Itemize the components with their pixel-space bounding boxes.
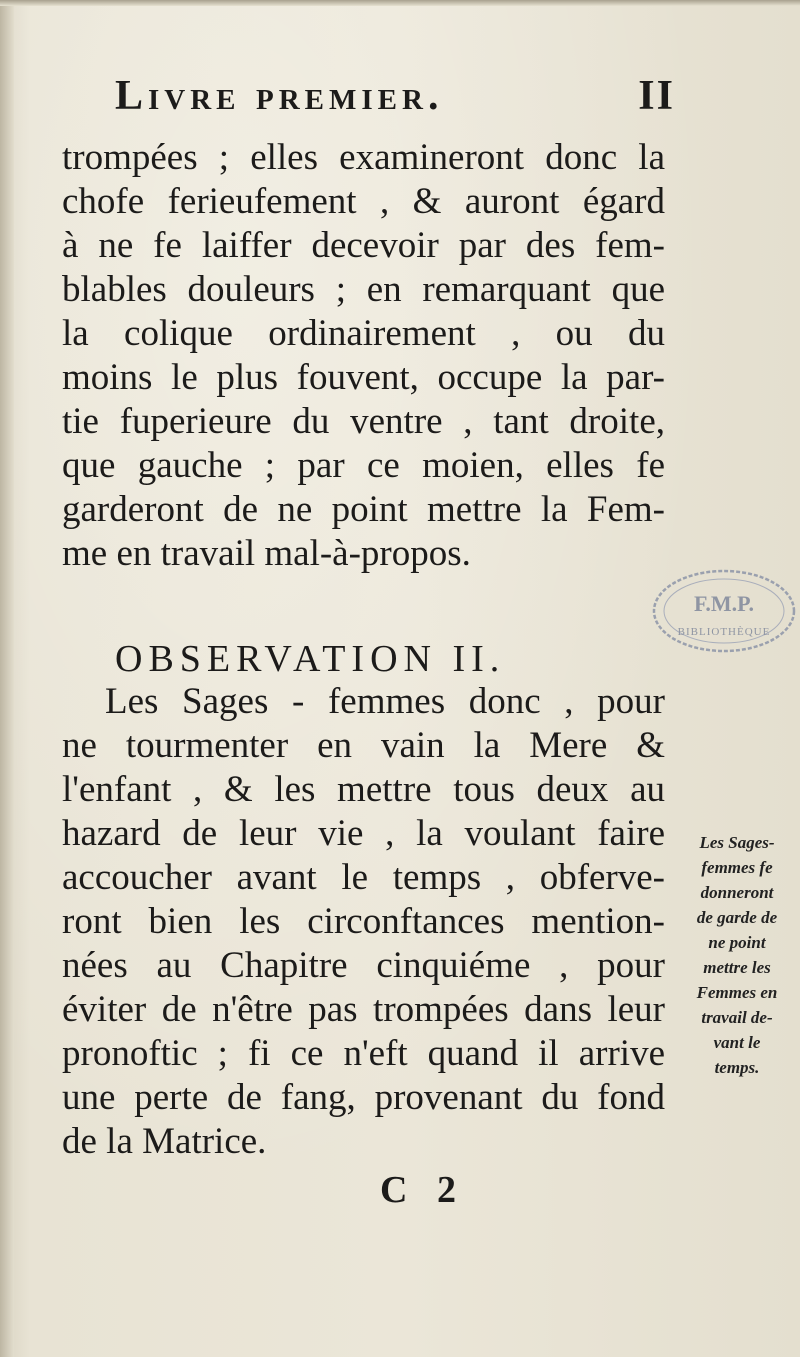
text-line: me en travail mal-à-propos. bbox=[62, 533, 471, 574]
text-line: une perte de fang, provenant du fond bbox=[62, 1077, 665, 1118]
signature-mark: C 2 bbox=[380, 1169, 466, 1211]
text-line: hazard de leur vie , la voulant faire bbox=[62, 813, 665, 854]
text-line: garderont de ne point mettre la Fem- bbox=[62, 489, 665, 530]
margin-note-line: temps. bbox=[714, 1058, 760, 1077]
text-line: moins le plus fouvent, occupe la par- bbox=[62, 357, 665, 398]
running-title: Livre premier. bbox=[115, 73, 444, 119]
text-line: blables douleurs ; en remarquant que bbox=[62, 269, 665, 310]
margin-note-line: Les Sages- bbox=[699, 833, 775, 852]
text-line: la colique ordinairement , ou du bbox=[62, 313, 665, 354]
margin-note-line: de garde de bbox=[696, 908, 778, 927]
running-header bbox=[115, 72, 675, 132]
text-line: à ne fe laiffer decevoir par des fem- bbox=[62, 225, 665, 266]
text-line: ne tourmenter en vain la Mere & bbox=[62, 725, 665, 766]
margin-note-line: femmes fe bbox=[701, 858, 773, 877]
text-line: l'enfant , & les mettre tous deux au bbox=[62, 769, 665, 810]
text-line: chofe ferieufement , & auront égard bbox=[62, 181, 665, 222]
text-line: Les Sages - femmes donc , pour bbox=[105, 681, 665, 722]
margin-note-line: travail de- bbox=[701, 1008, 773, 1027]
text-line: nées au Chapitre cinquiéme , pour bbox=[62, 945, 665, 986]
margin-note-line: Femmes en bbox=[696, 983, 778, 1002]
text-line: accoucher avant le temps , obferve- bbox=[62, 857, 665, 898]
text-line: de la Matrice. bbox=[62, 1121, 267, 1162]
section-title: OBSERVATION II. bbox=[115, 638, 506, 680]
margin-note bbox=[678, 830, 796, 1080]
svg-text:BIBLIOTHÈQUE: BIBLIOTHÈQUE bbox=[677, 626, 771, 638]
page-top-edge bbox=[0, 0, 800, 6]
margin-note-line: ne point bbox=[708, 933, 766, 952]
svg-text:F.M.P.: F.M.P. bbox=[693, 591, 755, 616]
margin-note-line: vant le bbox=[713, 1033, 761, 1052]
margin-note-line: mettre les bbox=[703, 958, 771, 977]
text-line: trompées ; elles examineront donc la bbox=[62, 137, 665, 178]
text-line: que gauche ; par ce moien, elles fe bbox=[62, 445, 665, 486]
stamp-icon bbox=[650, 565, 798, 657]
page-gutter-shadow bbox=[0, 0, 14, 1357]
page-number: II bbox=[638, 73, 675, 119]
text-line: tie fuperieure du ventre , tant droite, bbox=[62, 401, 665, 442]
library-stamp bbox=[650, 565, 798, 657]
text-line: ront bien les circonftances mention- bbox=[62, 901, 665, 942]
margin-note-line: donneront bbox=[700, 883, 774, 902]
text-line: pronoftic ; fi ce n'eft quand il arrive bbox=[62, 1033, 665, 1074]
text-line: éviter de n'être pas trompées dans leur bbox=[62, 989, 665, 1030]
